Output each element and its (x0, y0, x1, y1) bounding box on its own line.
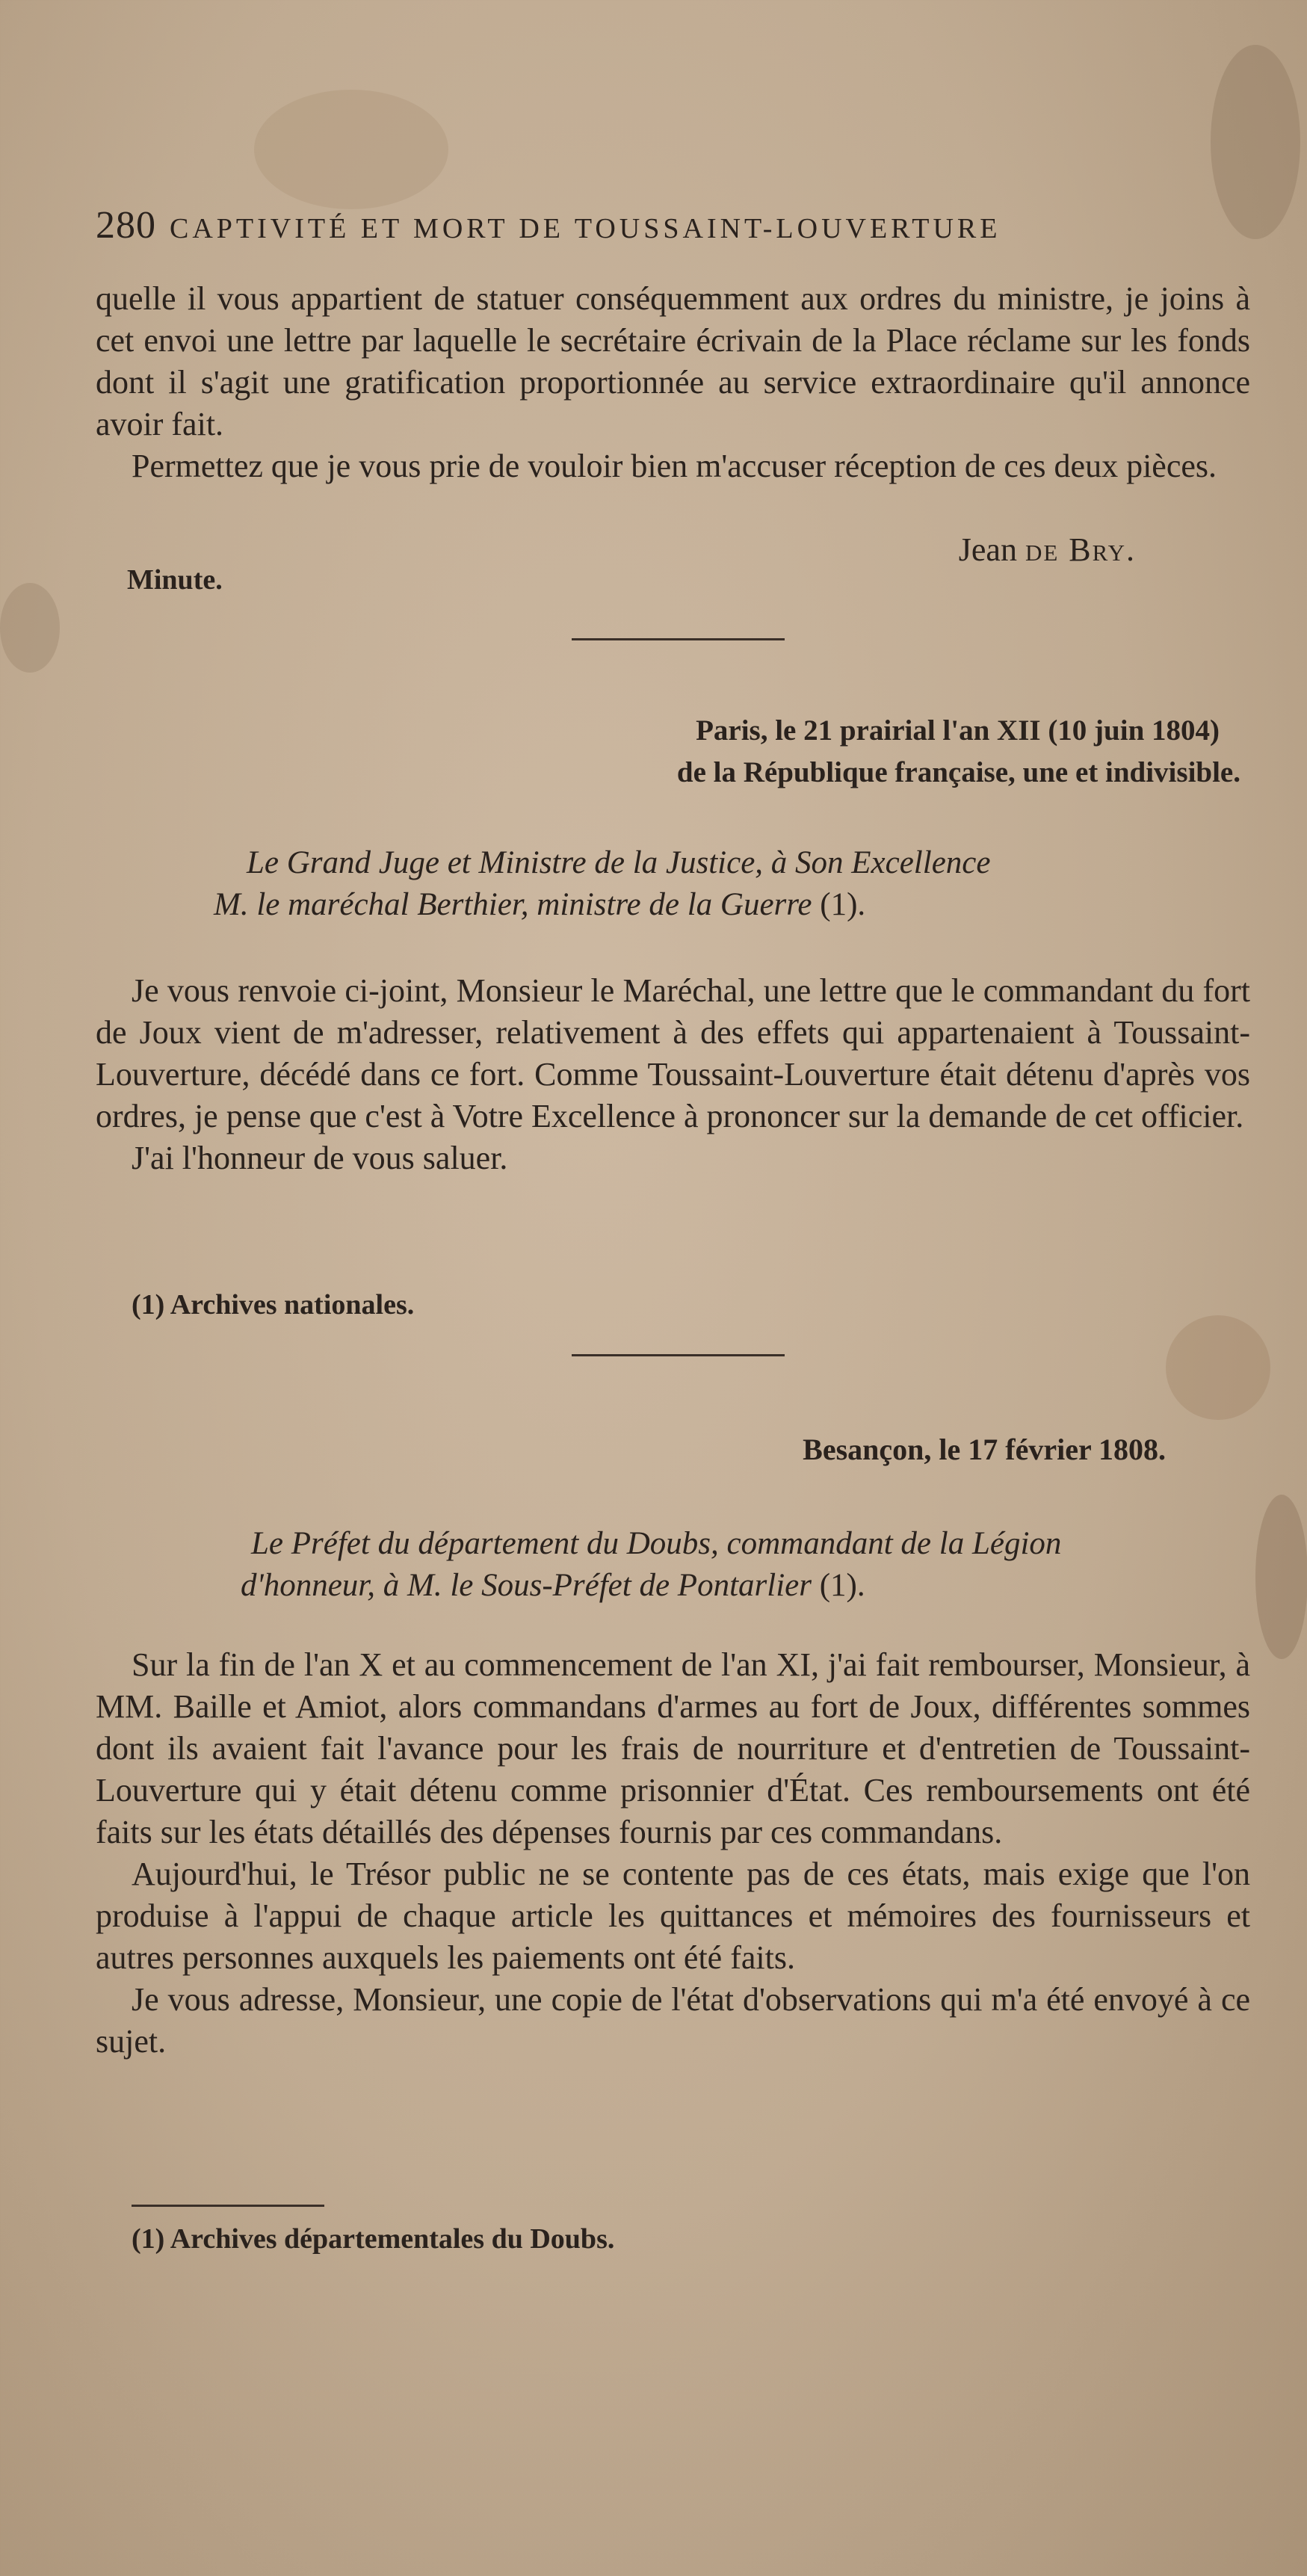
page-number: 280 (96, 204, 156, 247)
letter1-address (214, 842, 1263, 926)
paper-stain (0, 583, 60, 673)
letter1-address-line1: Le Grand Juge et Ministre de la Justice, à Son Excellence (247, 845, 991, 880)
paper-stain (1211, 45, 1300, 239)
letter1-footnote: (1) Archives nationales. (132, 1289, 415, 1321)
intro-text (96, 278, 1250, 487)
letter2-paragraph: Aujourd'hui, le Trésor public ne se contente pas de ces états, mais exige que l'on produise à l'appui de chaque article les quittances et mémoires des fournisseurs et autres personnes auxquels les paiements ont été faits. (96, 1856, 1250, 1976)
intro-paragraph: Permettez que je vous prie de vouloir bien m'accuser réception de ces deux pièces. (132, 448, 1217, 484)
letter1-address-line2: M. le maréchal Berthier, ministre de la Guerre (214, 887, 812, 922)
signature-last-name: de Bry. (1025, 531, 1136, 568)
letter2-address-line2: d'honneur, à M. le Sous-Préfet de Pontarlier (241, 1568, 812, 1603)
letter2-paragraph: Je vous adresse, Monsieur, une copie de l'état d'observations qui m'a été envoyé à ce sujet. (96, 1981, 1250, 2060)
footnote-rule (132, 2205, 324, 2207)
intro-paragraph: quelle il vous appartient de statuer conséquemment aux ordres du ministre, je joins à cet envoi une lettre par laquelle le secrétaire écrivain de la Place réclame sur les fonds dont il s'agit une gratification proportionnée au service extraordinaire qu'il annonce avoir fait. (96, 280, 1250, 442)
paper-stain (1255, 1495, 1307, 1659)
paper-stain (1166, 1315, 1270, 1420)
running-title: CAPTIVITÉ ET MORT DE TOUSSAINT-LOUVERTURE (170, 213, 1001, 244)
letter2-footnote: (1) Archives départementales du Doubs. (132, 2223, 615, 2255)
letter2-address-line1: Le Préfet du département du Doubs, commandant de la Légion (251, 1526, 1062, 1561)
letter2-place-date: Besançon, le 17 février 1808. (803, 1433, 1166, 1466)
letter2-body (96, 1644, 1250, 2063)
signature (673, 529, 1136, 571)
letter1-footnote-ref: (1). (812, 887, 866, 922)
letter1-dateline (336, 710, 1240, 794)
letter1-paragraph: Je vous renvoie ci-joint, Monsieur le Maréchal, une lettre que le commandant du fort de Joux vient de m'adresser, relativement à des effets qui appartenaient à Toussaint-Louverture, décédé dans ce fort. Comme Toussaint-Louverture était détenu d'après vos ordres, je pense que c'est à Votre Excellence à prononcer sur la demande de cet officier. (96, 972, 1250, 1134)
letter2-address (241, 1523, 1252, 1607)
section-divider (572, 638, 785, 640)
paper-stain (254, 90, 448, 209)
letter2-paragraph: Sur la fin de l'an X et au commencement de l'an XI, j'ai fait rembourser, Monsieur, à MM. Baille et Amiot, alors commandans d'armes au fort de Joux, différentes sommes dont ils avaient fait l'avance pour les frais de nourriture et d'entretien de Toussaint-Louverture qui y était détenu comme prisonnier d'État. Ces remboursements ont été faits sur les états détaillés des dépenses fournis par ces commandans. (96, 1646, 1250, 1850)
minute-note: Minute. (127, 564, 223, 596)
page-header (96, 203, 1187, 256)
letter1-place-date: Paris, le 21 prairial l'an XII (10 juin 1804) (696, 714, 1220, 747)
letter1-republic-line: de la République française, une et indivisible. (676, 756, 1240, 788)
letter2-address-line2-wrap (241, 1565, 1252, 1607)
signature-first-name: Jean (958, 531, 1025, 568)
section-divider (572, 1354, 785, 1356)
letter1-body (96, 970, 1250, 1179)
letter1-address-line2-wrap (214, 884, 1263, 926)
letter1-paragraph: J'ai l'honneur de vous saluer. (132, 1140, 508, 1176)
letter2-footnote-ref: (1). (811, 1568, 865, 1603)
